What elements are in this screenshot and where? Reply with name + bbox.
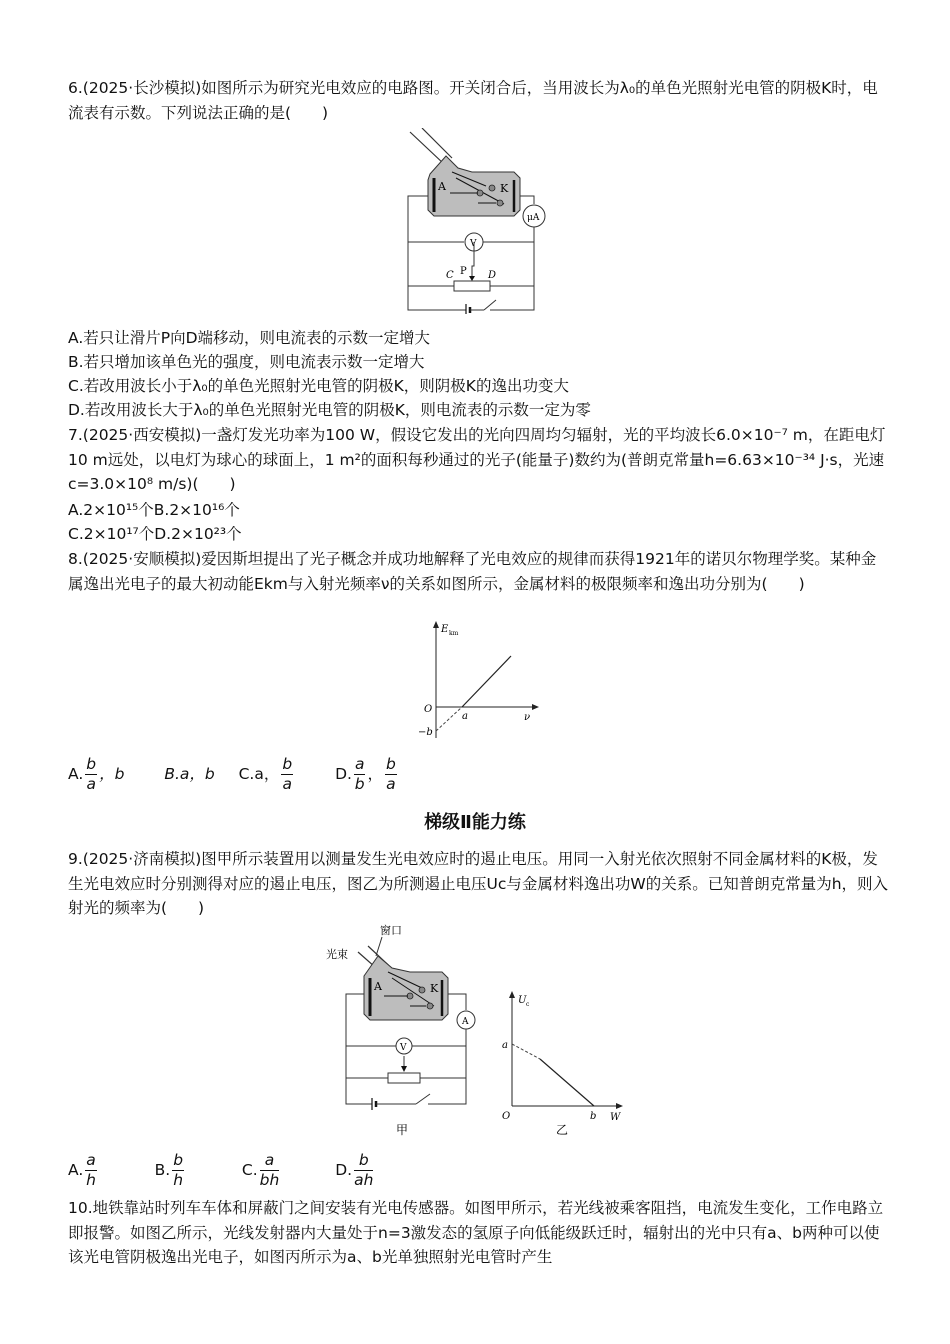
q6-option-a: A.若只让滑片P向D端移动，则电流表的示数一定增大 [68,329,431,347]
q6-voltmeter-label: V [470,239,477,249]
q9-uc-line [540,1059,594,1106]
q6-option-d: D.若改用波长大于λ₀的单色光照射光电管的阴极K，则电流表的示数一定为零 [68,401,591,419]
q8-ekm-line [462,656,511,707]
q8-options [68,752,399,796]
q9-option-d: D. $\frac{b}{ah}$ [335,1151,374,1189]
q9-origin-label: O [502,1111,511,1122]
q6-option-b: B.若只增加该单色光的强度，则电流表示数一定增大 [68,353,425,371]
q6-ammeter-label: μA [527,213,540,223]
q9-beam-label: 光束 [326,948,348,961]
q9-y-axis-sub: c [526,1001,530,1008]
q9-x-intercept-label: b [590,1111,597,1122]
q8-origin-label: O [424,704,433,715]
q8-x-axis-label: ν [524,712,531,723]
q9-options [68,1148,375,1192]
q8-option-b: B.a，b [164,765,215,783]
q9-caption-right: 乙 [556,1123,569,1137]
q6-rheostat [454,281,490,291]
q9-y-axis-label: U [518,995,527,1006]
q9-cathode-label: K [430,982,439,995]
q8-option-d: D. $\frac{a}{b}$ ， $\frac{b}{a}$ [335,755,396,793]
q6-cathode-label: K [500,182,509,195]
q9-y-intercept-label: a [502,1040,508,1051]
q8-option-a: A. $\frac{b}{a}$ ，b [68,755,125,793]
q6-anode-label: A [438,180,446,193]
q8-option-c: C.a， $\frac{b}{a}$ [238,755,293,793]
q6-end-c-label: C [446,270,454,281]
q9-option-c: C. $\frac{a}{bh}$ [241,1151,280,1189]
section-heading: 梯级Ⅱ能力练 [424,812,526,833]
q9-option-a: A. $\frac{a}{h}$ [68,1151,96,1189]
q8-stem: 8.(2025·安顺模拟)爱因斯坦提出了光子概念并成功地解释了光电效应的规律而获得1921年的诺贝尔物理学奖。某种金属逸出光电子的最大初动能Ekm与入射光频率ν的关系如图所示，金属材料的极限频率和逸出功分别为( ) [68,550,877,593]
q8-y-axis-label: E [441,624,449,635]
q8-x-intercept-label: a [462,711,468,722]
q9-window-label: 窗口 [380,924,402,937]
q9-anode-label: A [374,980,382,993]
q6-end-d-label: D [488,270,497,281]
q9-voltmeter-label: V [400,1043,407,1053]
q6-option-c: C.若改用波长小于λ₀的单色光照射光电管的阴极K，则阴极K的逸出功变大 [68,377,569,395]
q9-option-b: B. $\frac{b}{h}$ [154,1151,184,1189]
q10-stem: 10.地铁靠站时列车车体和屏蔽门之间安装有光电传感器。如图甲所示，若光线被乘客阻挡，电流发生变化，工作电路立即报警。如图乙所示，光线发射器内大量处于n=3激发态的氢原子向低能级跃迁时，辐射出的光中只有a、b两种可以使该光电管阴极逸出光电子，如图丙所示为a、b光单独照射光电管时产生 [68,1199,884,1266]
q7-stem: 7.(2025·西安模拟)一盏灯发光功率为100 W，假设它发出的光向四周均匀辐射，光的平均波长6.0×10⁻⁷ m，在距电灯10 m远处，以电灯为球心的球面上，1 m²的面积每秒通过的光子(能量子)数约为(普朗克常量h=6.63×10⁻³⁴ J·s，光速c=3.0×10⁸ m/s)( ) [68,426,886,493]
q9-x-axis-label: W [610,1112,621,1123]
q8-y-axis-sub: km [449,630,459,637]
q7-options-line1: A.2×10¹⁵个B.2×10¹⁶个 [68,501,240,519]
q7-options-line2: C.2×10¹⁷个D.2×10²³个 [68,525,242,543]
q9-stem: 9.(2025·济南模拟)图甲所示装置用以测量发生光电效应时的遏止电压。用同一入射光依次照射不同金属材料的K极，发生光电效应时分别测得对应的遏止电压，图乙为所测遏止电压Uc与金属材料逸出功W的关系。已知普朗克常量为h，则入射光的频率为( ) [68,850,889,917]
q9-figure [318,920,638,1146]
q9-ammeter-label: A [462,1017,469,1027]
q6-slider-label: P [460,266,467,277]
q9-rheostat [388,1073,420,1083]
q9-caption-left: 甲 [396,1123,409,1137]
q6-circuit-figure [400,128,560,314]
q8-ekm-graph [414,618,544,744]
q8-y-intercept-label: −b [418,727,433,738]
q6-stem: 6.(2025·长沙模拟)如图所示为研究光电效应的电路图。开关闭合后，当用波长为λ₀的单色光照射光电管的阴极K时，电流表有示数。下列说法正确的是( ) [68,79,878,122]
